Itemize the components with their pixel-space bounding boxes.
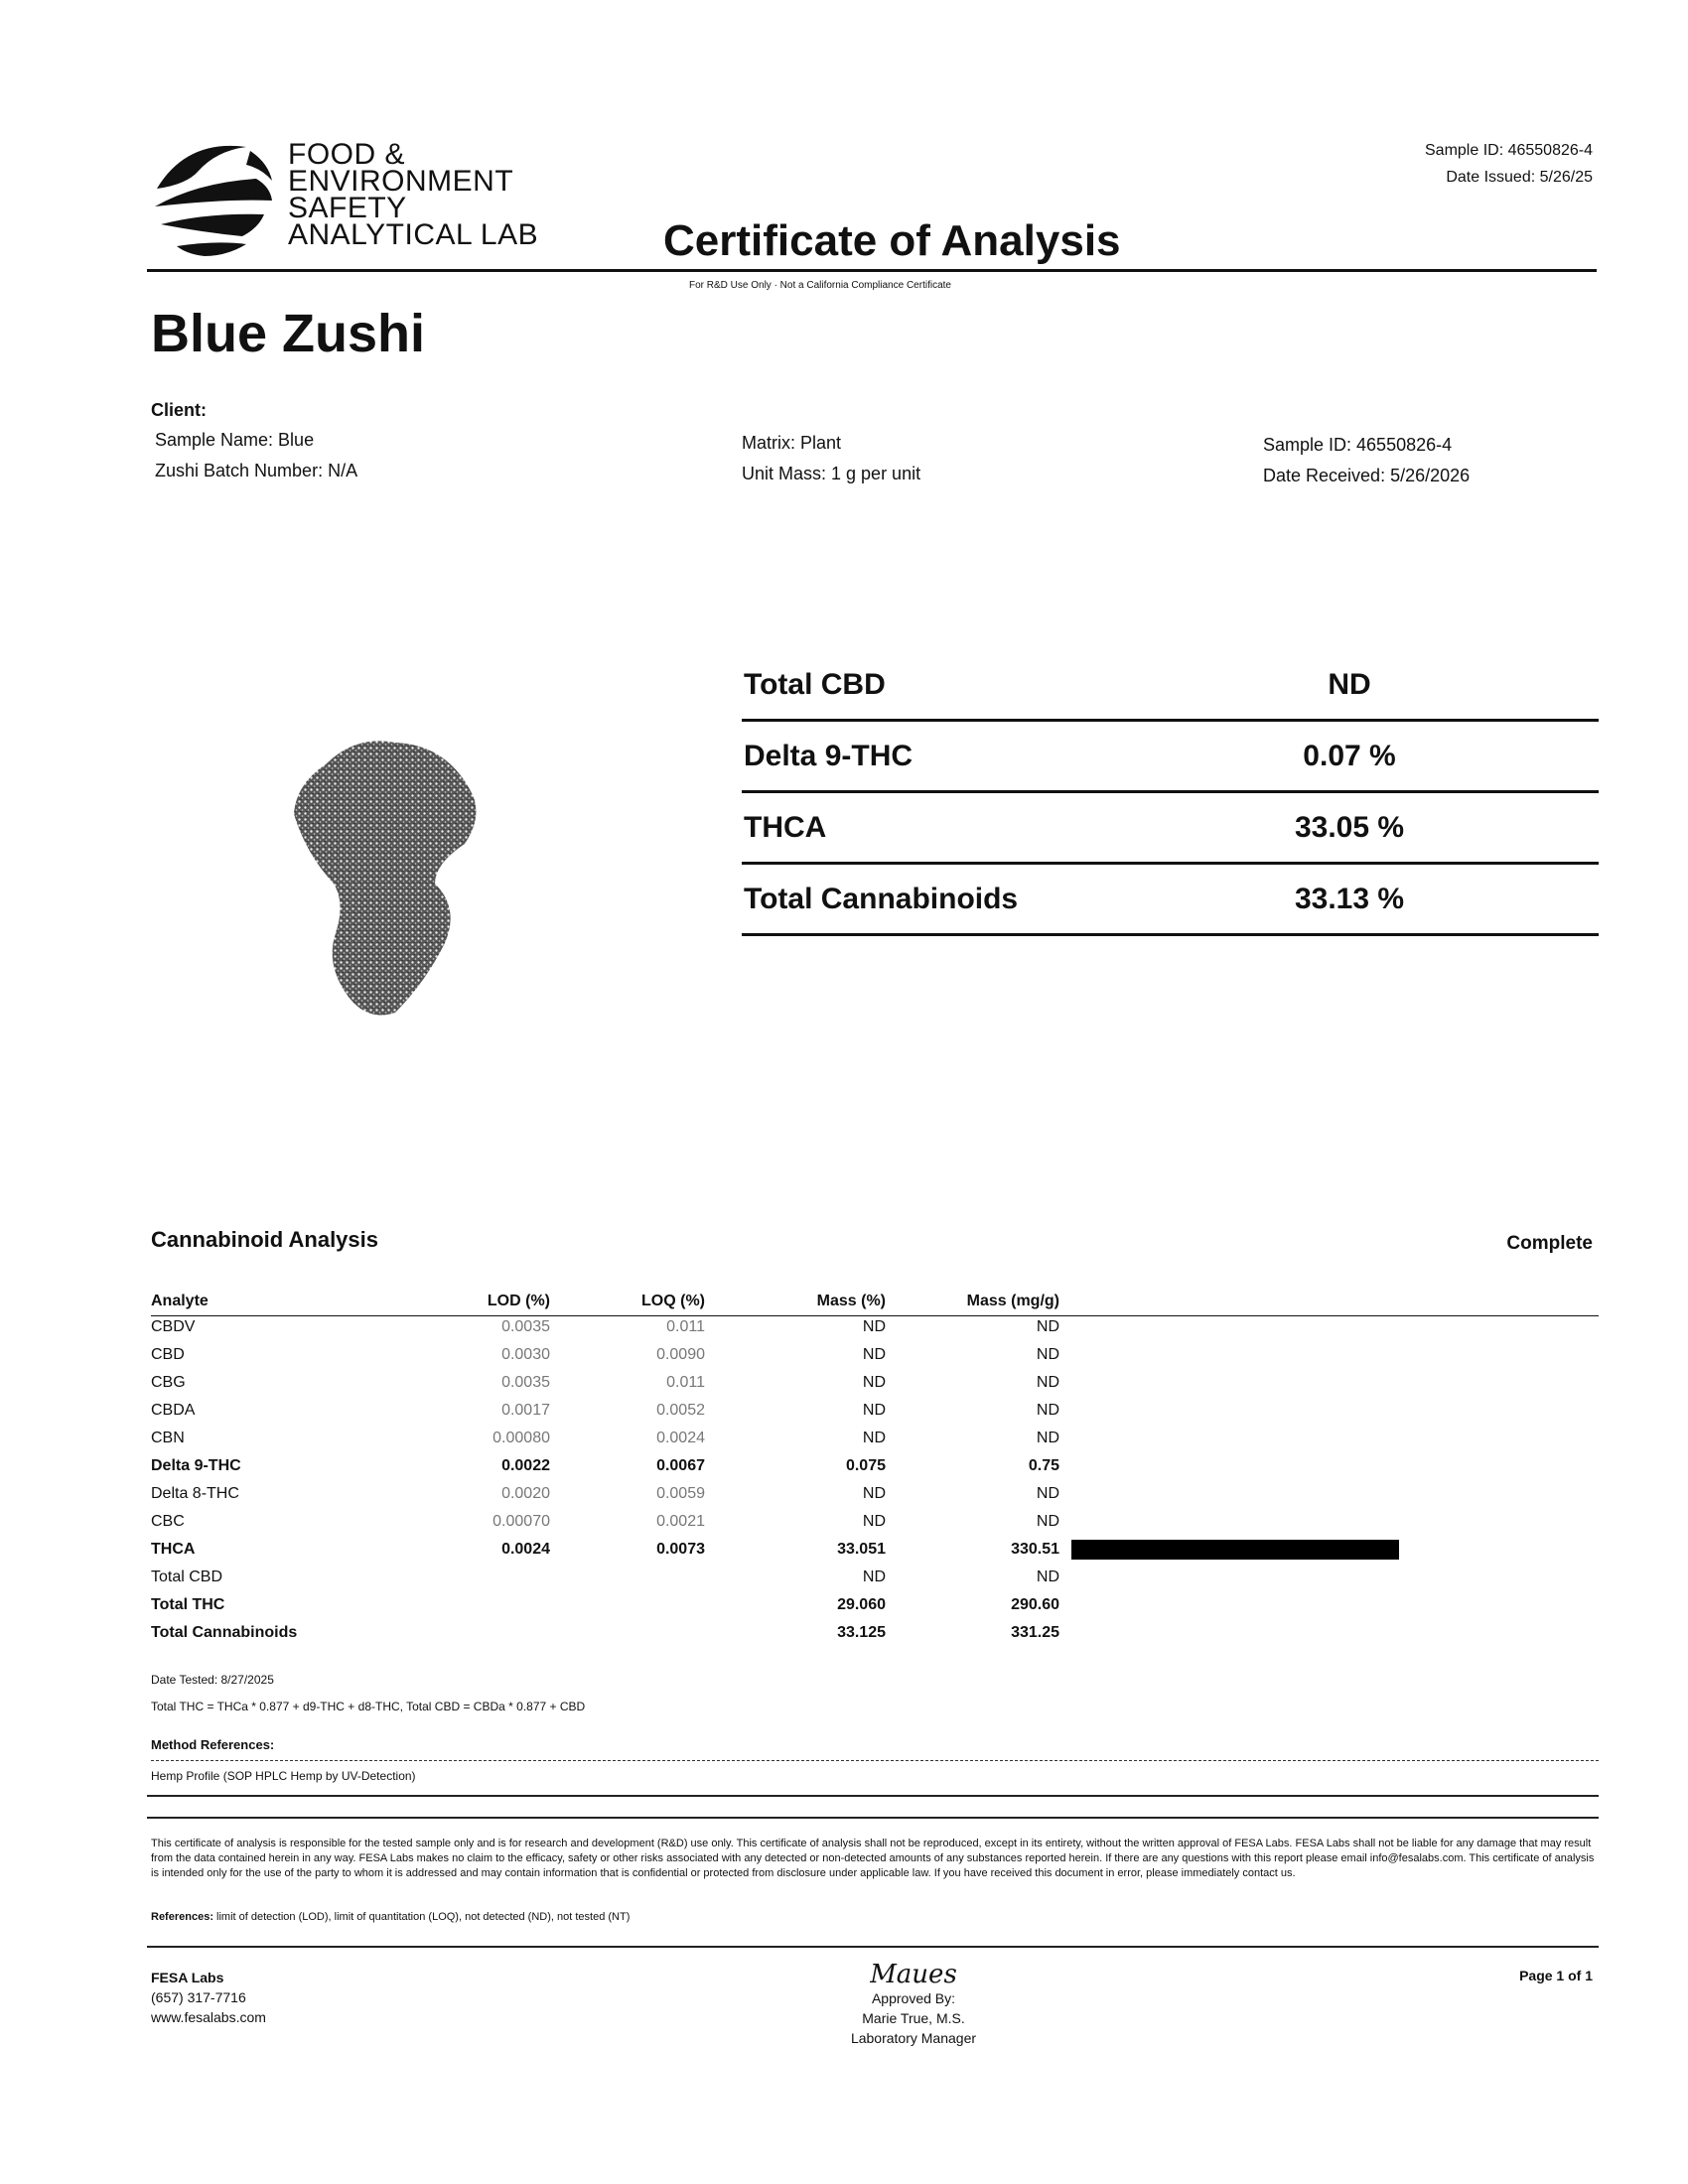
table-row: [151, 1397, 1399, 1425]
bar-cell: [1059, 1452, 1399, 1480]
column-header: Mass (mg/g): [966, 1293, 1059, 1309]
method-divider: [151, 1760, 1599, 1761]
mass-pct-cell: ND: [862, 1402, 886, 1419]
bar-cell: [1059, 1591, 1399, 1619]
lod-cell: 0.00070: [492, 1513, 550, 1530]
mass-mg-cell: 330.51: [1011, 1541, 1059, 1558]
mass-mg-cell: ND: [1036, 1402, 1059, 1419]
table-row: [151, 1536, 1399, 1564]
certificate-subtitle: For R&D Use Only · Not a California Compliance Certificate: [689, 280, 951, 291]
lab-name-line: ENVIRONMENT: [288, 165, 514, 198]
summary-label: THCA: [744, 810, 827, 844]
analyte-cell: Total THC: [151, 1596, 225, 1613]
summary-value: 33.13 %: [1294, 882, 1405, 915]
summary-value: 33.05 %: [1294, 810, 1405, 844]
table-row: [151, 1591, 1399, 1619]
loq-cell: 0.0073: [656, 1541, 705, 1558]
lab-name-line: ANALYTICAL LAB: [288, 218, 539, 251]
mass-mg-cell: ND: [1036, 1346, 1059, 1363]
bar-cell: [1059, 1619, 1399, 1647]
loq-cell: 0.0021: [656, 1513, 705, 1530]
summary-row: [742, 865, 1599, 936]
approver-name: Marie True, M.S.: [862, 2010, 965, 2026]
lab-name-line: SAFETY: [288, 192, 407, 224]
loq-cell: 0.0067: [656, 1457, 705, 1474]
bar-cell: [1059, 1369, 1399, 1397]
product-image: [286, 735, 489, 1023]
bar-cell: [1059, 1313, 1399, 1341]
loq-cell: 0.011: [666, 1374, 705, 1391]
thca-bar: [1071, 1540, 1399, 1560]
footer-approval: [804, 1961, 1023, 2048]
approver-title: Laboratory Manager: [850, 2030, 977, 2046]
table-header-row: [151, 1290, 1399, 1313]
total-formula: Total THC = THCa * 0.877 + d9-THC + d8-THC, Total CBD = CBDa * 0.877 + CBD: [151, 1700, 586, 1713]
client-label: Client:: [151, 400, 207, 420]
analyte-cell: CBD: [151, 1346, 185, 1363]
lod-cell: [389, 1591, 550, 1619]
mass-pct-cell: ND: [862, 1569, 886, 1585]
analyte-cell: THCA: [151, 1541, 196, 1558]
lab-logo-icon: [147, 129, 278, 260]
mass-pct-cell: 33.125: [837, 1624, 886, 1641]
table-row: [151, 1452, 1399, 1480]
lod-cell: 0.0024: [501, 1541, 550, 1558]
analyte-cell: CBDV: [151, 1318, 196, 1335]
loq-cell: 0.0090: [656, 1346, 705, 1363]
summary-row: [742, 722, 1599, 793]
matrix: Matrix: Plant: [742, 433, 842, 453]
lod-cell: 0.0035: [501, 1318, 550, 1335]
client-sample-id: Sample ID: 46550826-4: [1263, 435, 1453, 455]
column-header: Analyte: [151, 1293, 209, 1309]
lod-cell: 0.0020: [501, 1485, 550, 1502]
mass-pct-cell: 29.060: [837, 1596, 886, 1613]
column-header: Mass (%): [816, 1293, 886, 1309]
loq-cell: [550, 1619, 705, 1647]
analyte-cell: Total CBD: [151, 1569, 223, 1585]
column-header-bar: [1059, 1290, 1399, 1313]
mass-mg-cell: ND: [1036, 1374, 1059, 1391]
mass-pct-cell: ND: [862, 1430, 886, 1446]
bar-cell: [1059, 1564, 1399, 1591]
loq-cell: 0.011: [666, 1318, 705, 1335]
summary-label: Total Cannabinoids: [744, 882, 1019, 915]
summary-label: Total CBD: [744, 667, 886, 701]
mass-mg-cell: ND: [1036, 1485, 1059, 1502]
table-row: [151, 1480, 1399, 1508]
lab-name-line: FOOD &: [288, 138, 406, 171]
lod-cell: 0.0017: [501, 1402, 550, 1419]
summary-value: 0.07 %: [1303, 739, 1396, 772]
table-row: [151, 1369, 1399, 1397]
header-date-issued: Date Issued: 5/26/25: [1446, 169, 1593, 186]
summary-row: [742, 650, 1599, 722]
potency-summary: [742, 650, 1599, 936]
date-received: Date Received: 5/26/2026: [1263, 466, 1471, 485]
mass-pct-cell: 33.051: [837, 1541, 886, 1558]
mass-mg-cell: ND: [1036, 1430, 1059, 1446]
table-row: [151, 1508, 1399, 1536]
header-sample-id: Sample ID: 46550826-4: [1425, 142, 1593, 159]
loq-cell: [550, 1591, 705, 1619]
bar-cell: [1059, 1508, 1399, 1536]
mass-pct-cell: ND: [862, 1318, 886, 1335]
loq-cell: 0.0059: [656, 1485, 705, 1502]
lod-cell: 0.0022: [501, 1457, 550, 1474]
table-row: [151, 1313, 1399, 1341]
analyte-cell: CBDA: [151, 1402, 196, 1419]
loq-cell: 0.0024: [656, 1430, 705, 1446]
loq-cell: [550, 1564, 705, 1591]
mass-mg-cell: 331.25: [1011, 1624, 1059, 1641]
analyte-cell: Delta 9-THC: [151, 1457, 241, 1474]
table-row: [151, 1341, 1399, 1369]
table-row: [151, 1425, 1399, 1452]
mass-pct-cell: ND: [862, 1513, 886, 1530]
summary-value: ND: [1328, 667, 1371, 701]
lod-cell: [389, 1619, 550, 1647]
analyte-cell: Total Cannabinoids: [151, 1624, 298, 1641]
lod-cell: 0.00080: [492, 1430, 550, 1446]
bar-cell: [1059, 1397, 1399, 1425]
bar-cell: [1059, 1480, 1399, 1508]
footer-company: FESA Labs: [151, 1970, 224, 1985]
mass-pct-cell: 0.075: [845, 1457, 886, 1474]
lab-name: [288, 138, 539, 251]
loq-cell: 0.0052: [656, 1402, 705, 1419]
mass-pct-cell: ND: [862, 1374, 886, 1391]
references-label: References:: [151, 1911, 213, 1923]
bar-cell: [1059, 1425, 1399, 1452]
mass-pct-cell: ND: [862, 1346, 886, 1363]
header-divider: [147, 269, 1597, 272]
product-name: Blue Zushi: [151, 304, 426, 363]
method-references-label: Method References:: [151, 1737, 275, 1752]
summary-row: [742, 793, 1599, 865]
analysis-status: Complete: [1506, 1233, 1593, 1254]
footer-phone: (657) 317-7716: [151, 1989, 246, 2005]
mass-mg-cell: 290.60: [1011, 1596, 1059, 1613]
method-references-text: Hemp Profile (SOP HPLC Hemp by UV-Detection): [151, 1769, 416, 1783]
lod-cell: 0.0035: [501, 1374, 550, 1391]
disclaimer: This certificate of analysis is responsible for the tested sample only and is for research and development (R&D) use only. This certificate of analysis shall not be reproduced, except in its entirety, without the written approval of FESA Labs. FESA Labs shall not be liable for any damage that may result from the data contained herein in any way. FESA Labs makes no claim to the efficacy, safety or other risks associated with any detected or non-detected amounts of any substances reported herein. If there are any questions with this report please email info@fesalabs.com. This certificate of analysis is intended only for the use of the party to whom it is addressed and may contain information that is confidential or protected from disclosure under applicable law. If you have received this document in error, please immediately contact us.: [151, 1838, 1595, 1879]
cannabinoid-table: [151, 1290, 1399, 1647]
footer-contact: [151, 1968, 266, 2027]
footer-rule: [147, 1946, 1599, 1948]
client-info-left: [155, 425, 357, 486]
column-header: LOQ (%): [641, 1293, 705, 1309]
date-tested: Date Tested: 8/27/2025: [151, 1673, 274, 1687]
mass-mg-cell: ND: [1036, 1318, 1059, 1335]
mass-mg-cell: ND: [1036, 1569, 1059, 1585]
references-text: limit of detection (LOD), limit of quantitation (LOQ), not detected (ND), not tested (NT): [216, 1911, 631, 1923]
page-number: Page 1 of 1: [1519, 1968, 1593, 1983]
analyte-cell: CBC: [151, 1513, 185, 1530]
certificate-title: Certificate of Analysis: [663, 216, 1121, 265]
mass-mg-cell: ND: [1036, 1513, 1059, 1530]
table-row: [151, 1619, 1399, 1647]
method-bottom-rule: [147, 1795, 1599, 1797]
analyte-cell: CBN: [151, 1430, 185, 1446]
footer-website[interactable]: www.fesalabs.com: [151, 2009, 266, 2025]
unit-mass: Unit Mass: 1 g per unit: [742, 464, 921, 483]
client-info-right: [1263, 430, 1470, 491]
sample-name: Sample Name: Blue: [155, 430, 315, 450]
bar-cell: [1059, 1341, 1399, 1369]
disclaimer-top-rule: [147, 1817, 1599, 1819]
lod-cell: 0.0030: [501, 1346, 550, 1363]
summary-label: Delta 9-THC: [744, 739, 914, 772]
mass-mg-cell: 0.75: [1028, 1457, 1059, 1474]
column-header: LOD (%): [487, 1293, 550, 1309]
header-meta: [1425, 137, 1593, 191]
approved-by-label: Approved By:: [871, 1990, 956, 2006]
bar-cell: [1059, 1536, 1399, 1564]
lod-cell: [389, 1564, 550, 1591]
references: [151, 1911, 630, 1923]
approver-signature: Maues: [870, 1960, 957, 1989]
batch-number: Zushi Batch Number: N/A: [155, 461, 358, 480]
table-row: [151, 1564, 1399, 1591]
analyte-cell: CBG: [151, 1374, 186, 1391]
mass-pct-cell: ND: [862, 1485, 886, 1502]
client-info-center: [742, 428, 920, 489]
analyte-cell: Delta 8-THC: [151, 1485, 239, 1502]
analysis-title: Cannabinoid Analysis: [151, 1227, 379, 1252]
